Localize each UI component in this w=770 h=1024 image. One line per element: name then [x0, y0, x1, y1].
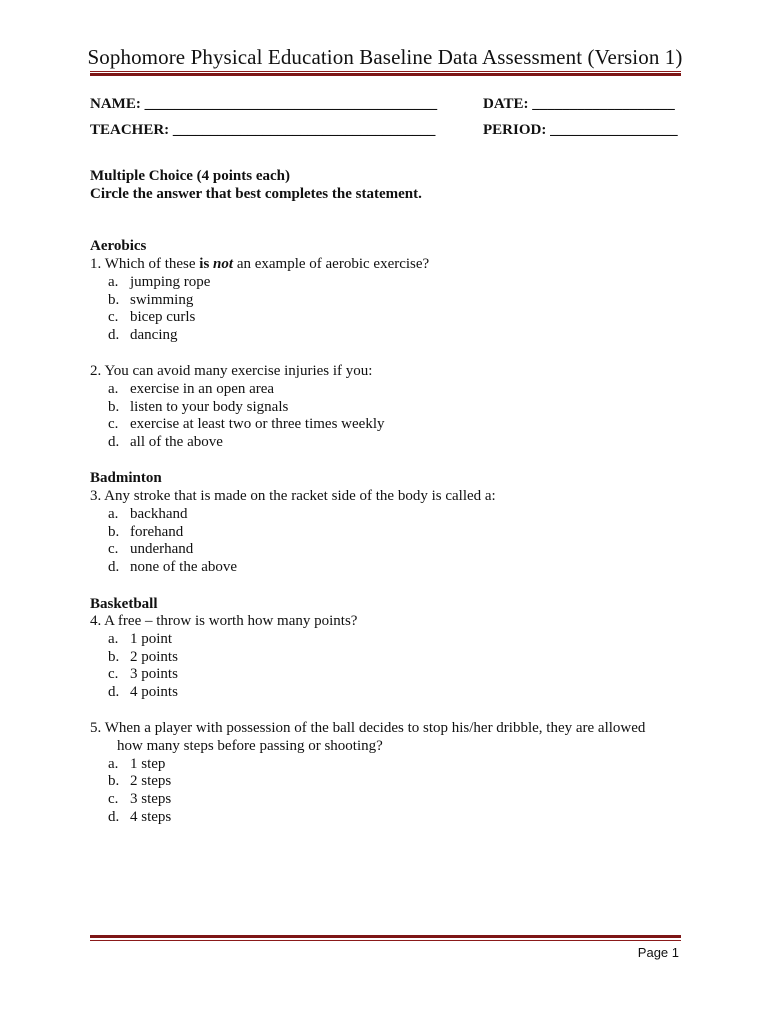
- question-2-option-b[interactable]: b. listen to your body signals: [108, 398, 289, 415]
- question-3-option-b[interactable]: b. forehand: [108, 523, 184, 540]
- question-2-option-a[interactable]: a. exercise in an open area: [108, 380, 275, 397]
- question-1: [90, 256, 429, 345]
- question-4-option-c[interactable]: c. 3 points: [108, 666, 178, 683]
- question-5-option-d[interactable]: d. 4 steps: [108, 808, 172, 825]
- question-3-stem: 3. Any stroke that is made on the racket side of the body is called a:: [90, 488, 496, 504]
- question-5: [90, 720, 645, 827]
- question-3: [90, 488, 496, 577]
- question-5-option-b[interactable]: b. 2 steps: [108, 773, 172, 790]
- question-2: [90, 363, 384, 452]
- header-rule-thin: [90, 71, 681, 72]
- instructions-line-1: Multiple Choice (4 points each): [90, 168, 290, 184]
- date-field[interactable]: DATE: ___________________: [483, 96, 675, 112]
- footer-rule-thick: [90, 935, 681, 938]
- question-4-option-b[interactable]: b. 2 points: [108, 648, 178, 665]
- instructions-line-2: Circle the answer that best completes the statement.: [90, 186, 422, 202]
- question-1-option-b[interactable]: b. swimming: [108, 291, 194, 308]
- question-1-option-d[interactable]: d. dancing: [108, 327, 178, 344]
- section-heading-badminton: Badminton: [90, 470, 162, 486]
- question-4-stem: 4. A free – throw is worth how many points?: [90, 613, 358, 629]
- question-2-option-c[interactable]: c. exercise at least two or three times weekly: [108, 416, 385, 433]
- question-5-stem-continued: how many steps before passing or shooting?: [117, 737, 383, 754]
- question-5-option-a[interactable]: a. 1 step: [108, 755, 166, 772]
- question-1-option-c[interactable]: c. bicep curls: [108, 309, 196, 326]
- section-heading-aerobics: Aerobics: [90, 238, 147, 254]
- section-heading-basketball: Basketball: [90, 596, 158, 612]
- header-rule-thick: [90, 73, 681, 76]
- question-4: [90, 613, 357, 702]
- teacher-field[interactable]: TEACHER: ___________________________________: [90, 122, 436, 138]
- instructions: [90, 167, 422, 203]
- period-field[interactable]: PERIOD: _________________: [483, 122, 678, 138]
- page-number: Page 1: [637, 945, 679, 960]
- question-4-option-a[interactable]: a. 1 point: [108, 630, 173, 647]
- question-1-option-a[interactable]: a. jumping rope: [108, 273, 211, 290]
- question-5-stem: 5. When a player with possession of the ball decides to stop his/her dribble, they are allowed: [90, 720, 646, 736]
- question-3-option-c[interactable]: c. underhand: [108, 541, 194, 558]
- question-1-stem: 1. Which of these is not an example of aerobic exercise?: [90, 256, 430, 272]
- question-5-option-c[interactable]: c. 3 steps: [108, 791, 172, 808]
- document-title: Sophomore Physical Education Baseline Data Assessment (Version 1): [87, 45, 683, 69]
- footer-rule-thin: [90, 940, 681, 941]
- question-2-option-d[interactable]: d. all of the above: [108, 434, 223, 451]
- question-2-stem: 2. You can avoid many exercise injuries if you:: [90, 363, 373, 379]
- question-4-option-d[interactable]: d. 4 points: [108, 684, 178, 701]
- name-field[interactable]: NAME: _______________________________________: [90, 96, 438, 112]
- question-3-option-d[interactable]: d. none of the above: [108, 559, 238, 576]
- question-3-option-a[interactable]: a. backhand: [108, 505, 188, 522]
